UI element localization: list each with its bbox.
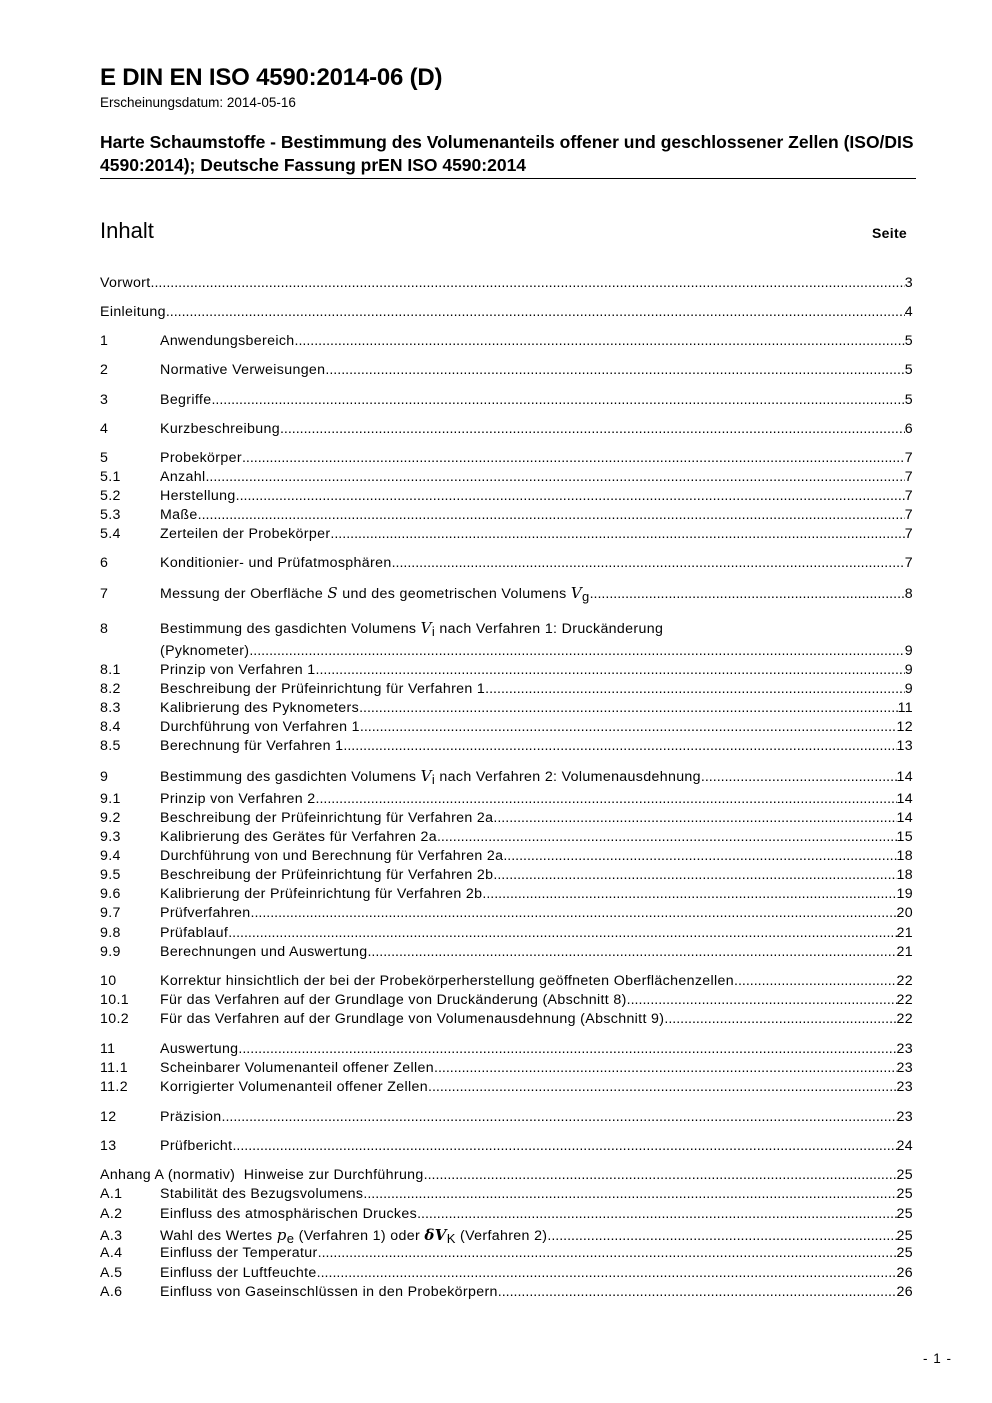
- toc-entry[interactable]: [100, 275, 913, 294]
- page-number: - 1 -: [922, 1351, 952, 1366]
- toc-entry-title: Kurzbeschreibung: [160, 421, 280, 437]
- toc-entry-title: Durchführung von und Berechnung für Verfahren 2a: [160, 848, 504, 864]
- toc-entry[interactable]: [100, 1041, 913, 1060]
- toc-entry-number: 8.3: [100, 700, 121, 716]
- toc-entry-page: 25: [896, 1228, 913, 1244]
- toc-leader-dots: [211, 392, 904, 408]
- toc-entry[interactable]: [100, 867, 913, 886]
- toc-entry[interactable]: [100, 1079, 913, 1098]
- toc-entry-page: 14: [896, 769, 913, 785]
- toc-entry[interactable]: [100, 1109, 913, 1128]
- toc-entry-title: Normative Verweisungen: [160, 362, 326, 378]
- toc-entry-number: 6: [100, 555, 109, 571]
- toc-leader-dots: [343, 738, 896, 754]
- toc-entry-title: Korrektur hinsichtlich der bei der Probekörperherstellung geöffneten Oberflächenzellen: [160, 973, 735, 989]
- toc-entry[interactable]: [100, 662, 913, 681]
- toc-leader-dots: [493, 810, 896, 826]
- toc-entry-number: 1: [100, 333, 109, 349]
- toc-entry-title: Beschreibung der Prüfeinrichtung für Verfahren 2a: [160, 810, 494, 826]
- math-subscript: i: [431, 772, 436, 787]
- toc-entry-page: 7: [904, 555, 913, 571]
- toc-entry-page: 7: [904, 488, 913, 504]
- toc-entry-title: Konditionier- und Prüfatmosphären: [160, 555, 392, 571]
- toc-entry-title: Präzision: [160, 1109, 222, 1125]
- toc-leader-dots: [166, 304, 905, 320]
- toc-entry-number: 3: [100, 392, 109, 408]
- toc-leader-dots: [437, 829, 897, 845]
- toc-entry-title: Auswertung: [160, 1041, 239, 1057]
- toc-leader-dots: [242, 450, 905, 466]
- toc-entry-title: Berechnung für Verfahren 1: [160, 738, 344, 754]
- toc-entry[interactable]: [100, 488, 913, 507]
- toc-entry-number: 5: [100, 450, 109, 466]
- title-divider: [100, 178, 916, 179]
- toc-entry[interactable]: [100, 1265, 913, 1284]
- toc-entry-page: 18: [896, 867, 913, 883]
- toc-entry-page: 15: [896, 829, 913, 845]
- toc-leader-dots: [428, 1079, 896, 1095]
- toc-entry-title: Kalibrierung der Prüfeinrichtung für Verfahren 2b: [160, 886, 483, 902]
- toc-entry-title: Scheinbarer Volumenanteil offener Zellen: [160, 1060, 435, 1076]
- toc-entry[interactable]: [100, 555, 913, 574]
- toc-entry[interactable]: [100, 992, 913, 1011]
- toc-leader-dots: [249, 643, 904, 659]
- toc-entry[interactable]: [100, 738, 913, 757]
- toc-entry-page: 5: [904, 392, 913, 408]
- math-symbol-delta-volume: δV: [424, 1226, 447, 1244]
- toc-entry-title: [160, 584, 590, 604]
- toc-entry-number: 8: [100, 621, 109, 637]
- toc-entry-number: 2: [100, 362, 109, 378]
- toc-entry-page: 19: [896, 886, 913, 902]
- toc-entry-title-part: (Verfahren 1) oder: [294, 1228, 425, 1244]
- toc-leader-dots: [503, 848, 896, 864]
- toc-entry-page: 14: [896, 791, 913, 807]
- toc-leader-dots: [317, 1265, 897, 1281]
- toc-entry[interactable]: [100, 526, 913, 545]
- toc-entry-number: 9.9: [100, 944, 121, 960]
- toc-entry-title: Prinzip von Verfahren 2: [160, 791, 316, 807]
- toc-entry-title: Vorwort: [100, 275, 151, 291]
- toc-entry-title-part: nach Verfahren 1: Druckänderung: [435, 621, 664, 637]
- toc-entry-page: 20: [896, 905, 913, 921]
- toc-entry-page: 22: [896, 973, 913, 989]
- toc-entry-title-part: Messung der Oberfläche: [160, 586, 328, 602]
- toc-entry-title: Einfluss der Luftfeuchte: [160, 1265, 317, 1281]
- toc-entry[interactable]: [100, 925, 913, 944]
- toc-leader-dots: [359, 700, 898, 716]
- toc-entry[interactable]: [100, 362, 913, 381]
- toc-entry[interactable]: [100, 944, 913, 963]
- toc-entry-title: Einleitung: [100, 304, 166, 320]
- toc-entry-title: Für das Verfahren auf der Grundlage von Druckänderung (Abschnitt 8): [160, 992, 627, 1008]
- toc-entry-page: 9: [904, 643, 913, 659]
- toc-entry-page: 25: [896, 1206, 913, 1222]
- toc-leader-dots: [228, 925, 896, 941]
- toc-entry-title: Prüfablauf: [160, 925, 229, 941]
- toc-entry[interactable]: [100, 1011, 913, 1030]
- publication-date: Erscheinungsdatum: 2014-05-16: [100, 95, 296, 110]
- toc-entry-number: 9.4: [100, 848, 121, 864]
- toc-entry-page: 24: [896, 1138, 913, 1154]
- toc-entry[interactable]: [100, 421, 913, 440]
- toc-page-column-label: Seite: [872, 225, 907, 241]
- toc-entry[interactable]: [100, 829, 913, 848]
- toc-entry-title: Herstellung: [160, 488, 236, 504]
- toc-entry-title: Durchführung von Verfahren 1: [160, 719, 360, 735]
- toc-entry-annex[interactable]: [100, 1167, 913, 1186]
- toc-leader-dots: [205, 469, 904, 485]
- math-subscript: i: [431, 624, 436, 639]
- toc-entry-number: 12: [100, 1109, 117, 1125]
- toc-entry[interactable]: [100, 767, 913, 786]
- toc-entry[interactable]: [100, 810, 913, 829]
- toc-entry[interactable]: [100, 392, 913, 411]
- document-title: Harte Schaumstoffe - Bestimmung des Volumenanteils offener und geschlossener Zellen (ISO/DIS 4590:2014); Deutsche Fassung prEN ISO 4590:2014: [100, 132, 914, 175]
- toc-entry-title: Begriffe: [160, 392, 212, 408]
- toc-entry-number: 8.4: [100, 719, 121, 735]
- toc-leader-dots: [424, 1167, 897, 1183]
- annex-type-note: (normativ): [167, 1167, 236, 1183]
- toc-entry-page: 22: [896, 992, 913, 1008]
- toc-entry-number: 9.1: [100, 791, 121, 807]
- toc-entry-title: Prüfbericht: [160, 1138, 233, 1154]
- toc-entry-first-line[interactable]: [100, 619, 913, 638]
- toc-entry-title-part: nach Verfahren 2: Volumenausdehnung: [435, 769, 701, 785]
- toc-entry-number: A.5: [100, 1265, 123, 1281]
- toc-entry-title: [160, 619, 663, 639]
- toc-entry-number: A.3: [100, 1228, 123, 1244]
- toc-leader-dots: [325, 362, 904, 378]
- math-symbol-surface: S: [327, 584, 338, 602]
- toc-leader-dots: [330, 526, 904, 542]
- toc-leader-dots: [295, 333, 905, 349]
- toc-entry-page: 8: [904, 586, 913, 602]
- toc-entry-number: 8.5: [100, 738, 121, 754]
- toc-entry-page: 23: [896, 1079, 913, 1095]
- toc-entry[interactable]: [100, 333, 913, 352]
- toc-entry-page: 5: [904, 362, 913, 378]
- toc-leader-dots: [734, 973, 897, 989]
- toc-entry-number: 10.2: [100, 1011, 130, 1027]
- toc-entry-page: 12: [896, 719, 913, 735]
- toc-entry[interactable]: [100, 1226, 913, 1245]
- toc-entry-number: 9.6: [100, 886, 121, 902]
- toc-leader-dots: [417, 1206, 896, 1222]
- toc-entry-number: A.6: [100, 1284, 123, 1300]
- toc-entry[interactable]: [100, 886, 913, 905]
- math-symbol-volume: V: [420, 619, 432, 637]
- toc-entry-title: Beschreibung der Prüfeinrichtung für Verfahren 1: [160, 681, 486, 697]
- toc-leader-dots: [363, 1186, 896, 1202]
- toc-entry-number: A.1: [100, 1186, 123, 1202]
- toc-leader-dots: [493, 867, 896, 883]
- toc-entry-title: Für das Verfahren auf der Grundlage von Volumenausdehnung (Abschnitt 9): [160, 1011, 665, 1027]
- toc-entry-number: 9.2: [100, 810, 121, 826]
- toc-entry-title: Stabilität des Bezugsvolumens: [160, 1186, 364, 1202]
- toc-entry-number: 8.2: [100, 681, 121, 697]
- toc-leader-dots: [238, 1041, 896, 1057]
- toc-entry-page: 25: [896, 1167, 913, 1183]
- toc-entry-page: 18: [896, 848, 913, 864]
- toc-entry[interactable]: [100, 848, 913, 867]
- toc-entry-title: Probekörper: [160, 450, 242, 466]
- toc-entry-number: 11: [100, 1041, 116, 1057]
- toc-entry-number: 9.7: [100, 905, 121, 921]
- toc-entry[interactable]: [100, 1060, 913, 1079]
- toc-leader-dots: [151, 275, 905, 291]
- toc-entry-page: 7: [904, 469, 913, 485]
- toc-leader-dots: [434, 1060, 897, 1076]
- toc-entry-title: [100, 1167, 424, 1183]
- toc-entry-title-part: Wahl des Wertes: [160, 1228, 277, 1244]
- toc-entry[interactable]: [100, 1138, 913, 1157]
- toc-leader-dots: [232, 1138, 896, 1154]
- toc-entry-page: 25: [896, 1186, 913, 1202]
- toc-leader-dots: [318, 1245, 897, 1261]
- toc-leader-dots: [498, 1284, 897, 1300]
- toc-leader-dots: [367, 944, 896, 960]
- toc-entry-page: 14: [896, 810, 913, 826]
- toc-entry-title: Einfluss von Gaseinschlüssen in den Probekörpern: [160, 1284, 498, 1300]
- toc-entry[interactable]: [100, 905, 913, 924]
- toc-entry-number: 4: [100, 421, 109, 437]
- toc-entry[interactable]: [100, 507, 913, 526]
- math-subscript: e: [286, 1231, 295, 1246]
- toc-entry-title-part: Hinweise zur Durchführung: [235, 1167, 424, 1183]
- toc-entry-title-part: Bestimmung des gasdichten Volumens: [160, 769, 421, 785]
- toc-entry-title: Prinzip von Verfahren 1: [160, 662, 316, 678]
- toc-leader-dots: [222, 1109, 897, 1125]
- toc-entry[interactable]: [100, 1206, 913, 1225]
- toc-leader-dots: [482, 886, 896, 902]
- toc-entry-title: Einfluss des atmosphärischen Druckes: [160, 1206, 418, 1222]
- toc-entry-number: 9.8: [100, 925, 121, 941]
- toc-entry-page: 9: [904, 662, 913, 678]
- toc-entry[interactable]: [100, 1284, 913, 1303]
- toc-entry-title-part: und des geometrischen Volumens: [338, 586, 571, 602]
- toc-entry-page: 4: [904, 304, 913, 320]
- toc-entry-number: A.4: [100, 1245, 123, 1261]
- toc-entry[interactable]: [100, 681, 913, 700]
- toc-entry-title: Korrigierter Volumenanteil offener Zellen: [160, 1079, 429, 1095]
- toc-entry-page: 23: [896, 1060, 913, 1076]
- toc-entry[interactable]: [100, 1245, 913, 1264]
- toc-entry[interactable]: [100, 469, 913, 488]
- toc-entry-number: 5.4: [100, 526, 121, 542]
- toc-entry-title: Berechnungen und Auswertung: [160, 944, 368, 960]
- toc-entry-number: 9.3: [100, 829, 121, 845]
- toc-entry-page: 23: [896, 1041, 913, 1057]
- toc-entry-title: Beschreibung der Prüfeinrichtung für Verfahren 2b: [160, 867, 494, 883]
- toc-entry-page: 13: [896, 738, 913, 754]
- toc-entry[interactable]: [100, 304, 913, 323]
- document-id: E DIN EN ISO 4590:2014-06 (D): [100, 64, 443, 91]
- toc-entry-page: 7: [904, 526, 913, 542]
- math-subscript: g: [582, 589, 590, 604]
- toc-entry-page: 6: [904, 421, 913, 437]
- math-subscript: K: [446, 1231, 456, 1246]
- toc-entry-title: Anwendungsbereich: [160, 333, 295, 349]
- toc-entry-number: 11.2: [100, 1079, 128, 1095]
- toc-entry-page: 26: [896, 1265, 913, 1281]
- toc-entry[interactable]: [100, 719, 913, 738]
- toc-entry-title: (Pyknometer): [160, 643, 250, 659]
- toc-entry-number: 10: [100, 973, 117, 989]
- toc-leader-dots: [198, 507, 905, 523]
- toc-leader-dots: [664, 1011, 896, 1027]
- toc-entry-page: 7: [904, 507, 913, 523]
- toc-entry-title: Anzahl: [160, 469, 206, 485]
- math-symbol-volume: V: [570, 584, 583, 602]
- toc-entry-page: 9: [904, 681, 913, 697]
- toc-entry[interactable]: [100, 791, 913, 810]
- toc-entry-title: Zerteilen der Probekörper: [160, 526, 331, 542]
- toc-entry-title: Einfluss der Temperatur: [160, 1245, 318, 1261]
- math-symbol-pressure: p: [276, 1226, 287, 1244]
- toc-entry[interactable]: [100, 450, 913, 469]
- toc-entry-page: 26: [896, 1284, 913, 1300]
- toc-leader-dots: [236, 488, 905, 504]
- toc-entry-number: 7: [100, 586, 109, 602]
- toc-leader-dots: [280, 421, 905, 437]
- toc-leader-dots: [316, 791, 897, 807]
- math-symbol-volume: V: [420, 767, 432, 785]
- toc-entry-page: 21: [896, 925, 913, 941]
- toc-leader-dots: [627, 992, 897, 1008]
- toc-leader-dots: [251, 905, 897, 921]
- toc-entry-title-part: (Verfahren 2): [455, 1228, 548, 1244]
- toc-leader-dots: [485, 681, 905, 697]
- toc-entry-title: Maße: [160, 507, 198, 523]
- toc-entry[interactable]: [100, 700, 913, 719]
- toc-entry-number: 5.3: [100, 507, 121, 523]
- toc-entry-title: Kalibrierung des Pyknometers: [160, 700, 360, 716]
- toc-entry-page: 5: [904, 333, 913, 349]
- toc-entry-number: 11.1: [100, 1060, 128, 1076]
- toc-entry-number: 9.5: [100, 867, 121, 883]
- toc-entry-number: 8.1: [100, 662, 121, 678]
- toc-entry-title: Prüfverfahren: [160, 905, 251, 921]
- toc-entry-title: [160, 767, 701, 787]
- toc-leader-dots: [590, 586, 905, 602]
- toc-entry-continuation[interactable]: [100, 643, 913, 662]
- toc-entry-page: 22: [896, 1011, 913, 1027]
- toc-entry[interactable]: [100, 1186, 913, 1205]
- toc-heading: Inhalt: [100, 218, 154, 243]
- toc-entry-number: A.2: [100, 1206, 123, 1222]
- toc-entry-number: 10.1: [100, 992, 130, 1008]
- toc-entry-title: [160, 1226, 547, 1246]
- toc-entry-page: 25: [896, 1245, 913, 1261]
- toc-entry-number: 9: [100, 769, 109, 785]
- toc-entry-number: 5.1: [100, 469, 121, 485]
- toc-leader-dots: [360, 719, 897, 735]
- toc-entry-page: 23: [896, 1109, 913, 1125]
- toc-leader-dots: [392, 555, 905, 571]
- toc-entry-title-part: Anhang A: [100, 1167, 168, 1183]
- toc-entry[interactable]: [100, 584, 913, 603]
- toc-entry-number: 5.2: [100, 488, 121, 504]
- toc-entry-title-part: Bestimmung des gasdichten Volumens: [160, 621, 421, 637]
- toc-entry-page: 21: [896, 944, 913, 960]
- toc-entry-page: 3: [904, 275, 913, 291]
- toc-entry-page: 11: [897, 700, 913, 716]
- toc-leader-dots: [701, 769, 897, 785]
- toc-entry-number: 13: [100, 1138, 117, 1154]
- toc-leader-dots: [316, 662, 905, 678]
- toc-leader-dots: [547, 1228, 896, 1244]
- toc-entry[interactable]: [100, 973, 913, 992]
- toc-entry-title: Kalibrierung des Gerätes für Verfahren 2a: [160, 829, 437, 845]
- toc-entry-page: 7: [904, 450, 913, 466]
